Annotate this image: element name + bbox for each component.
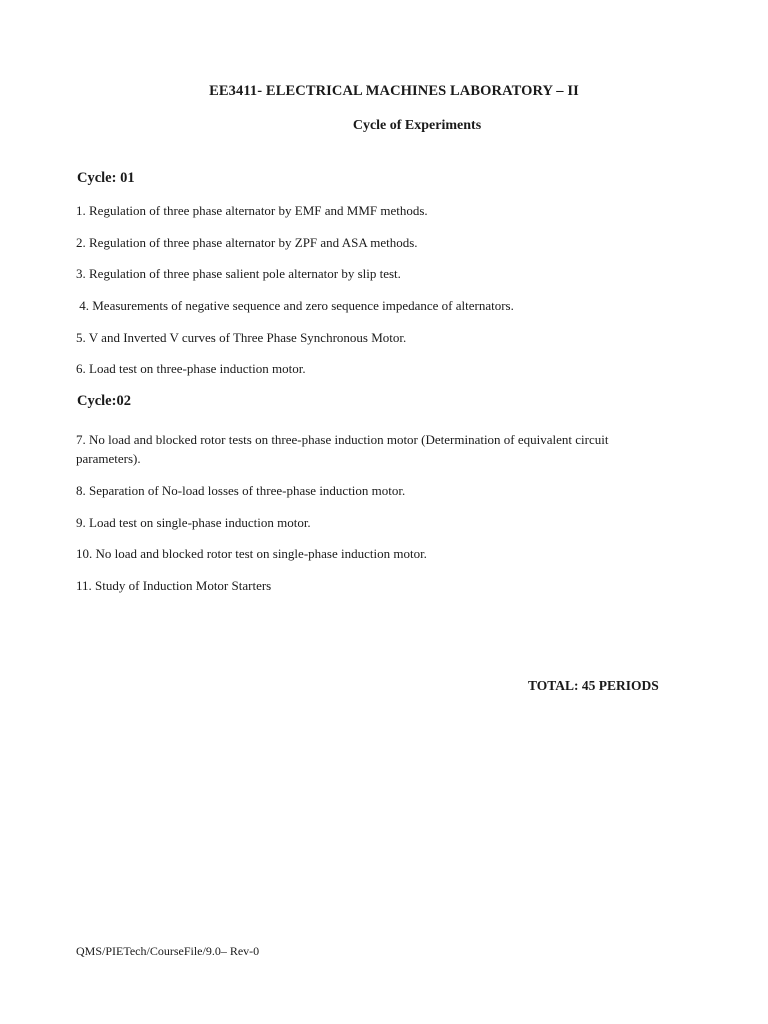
experiment-item-8: 8. Separation of No-load losses of three-phase induction motor. <box>76 483 406 498</box>
total-periods: TOTAL: 45 PERIODS <box>528 678 659 693</box>
cycle-1-heading: Cycle: 01 <box>77 170 135 186</box>
experiment-item-2: 2. Regulation of three phase alternator by ZPF and ASA methods. <box>76 235 418 250</box>
experiment-item-6: 6. Load test on three-phase induction motor. <box>76 361 306 376</box>
experiment-item-1: 1. Regulation of three phase alternator by EMF and MMF methods. <box>76 203 428 218</box>
experiment-item-9: 9. Load test on single-phase induction motor. <box>76 515 311 530</box>
document-subtitle: Cycle of Experiments <box>352 118 482 133</box>
experiment-item-4: 4. Measurements of negative sequence and zero sequence impedance of alternators. <box>76 298 514 313</box>
experiment-item-3: 3. Regulation of three phase salient pole alternator by slip test. <box>76 266 401 281</box>
experiment-item-5: 5. V and Inverted V curves of Three Phase Synchronous Motor. <box>76 330 407 345</box>
cycle-2-heading: Cycle:02 <box>77 393 131 409</box>
experiment-item-11: 11. Study of Induction Motor Starters <box>76 578 272 593</box>
experiment-item-10: 10. No load and blocked rotor test on single-phase induction motor. <box>76 546 427 561</box>
document-footer: QMS/PIETech/CourseFile/9.0– Rev-0 <box>76 944 260 958</box>
document-title: EE3411- ELECTRICAL MACHINES LABORATORY – II <box>209 83 579 99</box>
experiment-item-7: 7. No load and blocked rotor tests on three-phase induction motor (Determination of equivalent circuit parameters). <box>76 432 609 466</box>
